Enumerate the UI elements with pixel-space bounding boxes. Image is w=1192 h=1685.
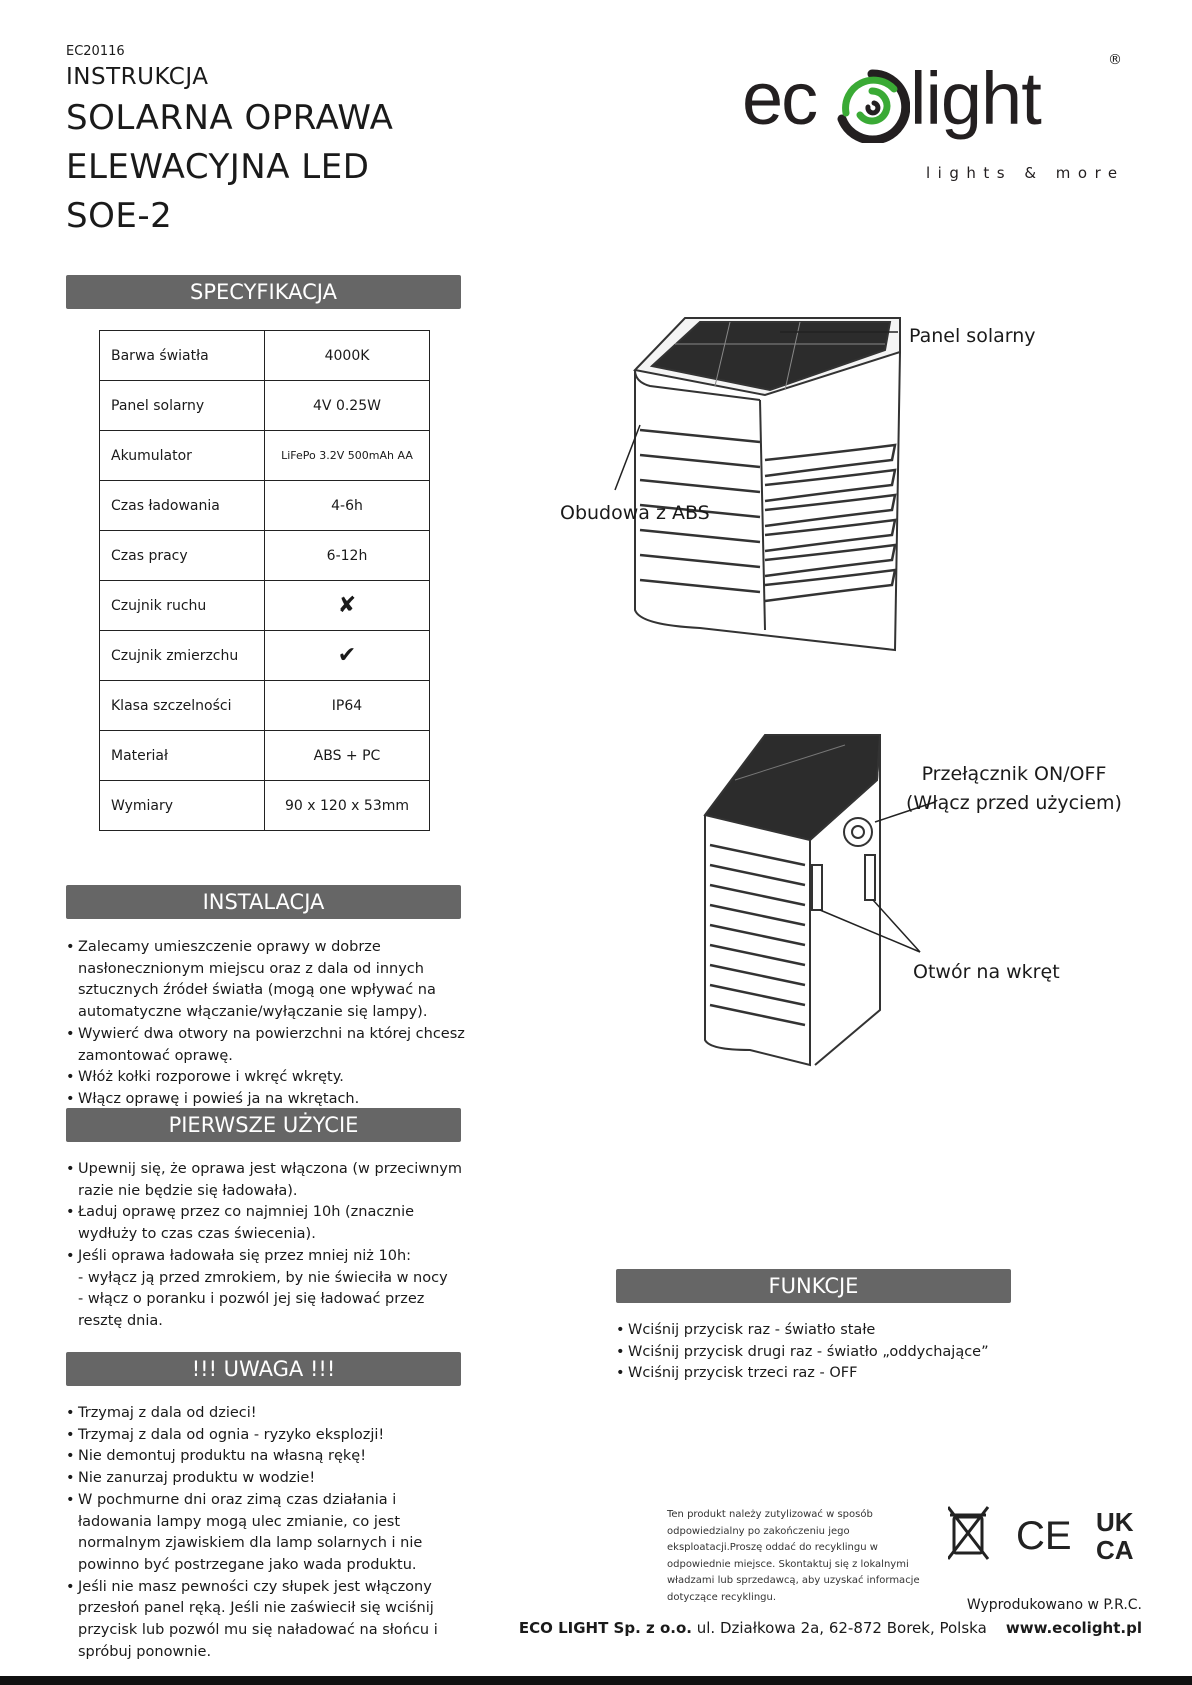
logo-text-light: light	[910, 57, 1041, 140]
callout-switch-line-1: Przełącznik ON/OFF	[921, 763, 1107, 785]
table-row	[100, 431, 430, 481]
list-item: • Wciśnij przycisk raz - światło stałe	[616, 1320, 1016, 1342]
company-address: ul. Działkowa 2a, 62-872 Borek, Polska	[696, 1619, 987, 1637]
company-footer	[519, 1619, 1142, 1637]
product-code: EC20116	[66, 44, 125, 59]
list-item: • Zalecamy umieszczenie oprawy w dobrze nasłonecznionym miejscu oraz z dala od innych sztucznych źródeł światła (mogą one wpływać na automatyczne włączanie/wyłączanie się lampy).	[66, 937, 466, 1024]
list-item: • W pochmurne dni oraz zimą czas działania i ładowania lampy mogą ulec zmianie, co jest normalnym zjawiskiem dla lamp solarnych i nie powinno być postrzegane jako wada produktu.	[66, 1490, 466, 1577]
spec-label: Akumulator	[100, 431, 265, 481]
spec-value: ABS + PC	[265, 731, 430, 781]
title-line-1: SOLARNA OPRAWA	[66, 98, 394, 138]
certification-marks	[948, 1505, 1148, 1565]
spec-value: 90 x 120 x 53mm	[265, 781, 430, 831]
list-item: • Nie demontuj produktu na własną rękę!	[66, 1446, 466, 1468]
spec-table	[99, 330, 430, 831]
spec-label: Klasa szczelności	[100, 681, 265, 731]
list-item: • Upewnij się, że oprawa jest włączona (w przeciwnym razie nie będzie się ładowała).	[66, 1159, 466, 1202]
logo-tagline: lights & more	[926, 164, 1125, 182]
list-item: • Jeśli nie masz pewności czy słupek jest włączony przesłoń panel ręką. Jeśli nie zaświecił się wciśnij przycisk lub pozwól mu się naładować na słońcu i spróbuj ponownie.	[66, 1577, 466, 1664]
first-use-list	[66, 1159, 466, 1333]
table-row	[100, 581, 430, 631]
spec-label: Materiał	[100, 731, 265, 781]
list-item: • Włącz oprawę i powieś ja na wkrętach.	[66, 1089, 466, 1111]
spec-value: IP64	[265, 681, 430, 731]
callout-screw-hole: Otwór na wkręt	[913, 961, 1060, 983]
spec-value: 4V 0.25W	[265, 381, 430, 431]
ukca-mark-top: UK	[1096, 1507, 1134, 1537]
spec-value: LiFePo 3.2V 500mAh AA	[265, 431, 430, 481]
list-item: • Trzymaj z dala od ognia - ryzyko eksplozji!	[66, 1425, 466, 1447]
spec-section-header: SPECYFIKACJA	[66, 275, 461, 309]
ecolight-logo	[742, 44, 1132, 194]
title-line-2: ELEWACYJNA LED	[66, 147, 370, 187]
spec-value: 4-6h	[265, 481, 430, 531]
document-type: INSTRUKCJA	[66, 64, 209, 90]
list-subitem: - wyłącz ją przed zmrokiem, by nie świeciła w nocy	[78, 1269, 448, 1286]
logo-swirl-icon	[834, 69, 910, 143]
install-list	[66, 937, 466, 1111]
weee-bin-icon	[948, 1507, 988, 1559]
callout-solar-panel: Panel solarny	[909, 325, 1036, 347]
spec-label: Czujnik zmierzchu	[100, 631, 265, 681]
callout-abs-housing: Obudowa z ABS	[560, 502, 710, 524]
functions-section-header: FUNKCJE	[616, 1269, 1011, 1303]
spec-value: 4000K	[265, 331, 430, 381]
table-row	[100, 681, 430, 731]
list-item: • Włóż kołki rozporowe i wkręć wkręty.	[66, 1067, 466, 1089]
spec-label: Barwa światła	[100, 331, 265, 381]
table-row	[100, 381, 430, 431]
bottom-rule	[0, 1676, 1192, 1685]
list-item: • Wciśnij przycisk trzeci raz - OFF	[616, 1363, 1016, 1385]
check-mark-icon: ✔	[265, 631, 430, 681]
list-item: • Trzymaj z dala od dzieci!	[66, 1403, 466, 1425]
spec-label: Czas pracy	[100, 531, 265, 581]
company-website: www.ecolight.pl	[1005, 1619, 1142, 1637]
spec-label: Czujnik ruchu	[100, 581, 265, 631]
list-item: • Wywierć dwa otwory na powierzchni na której chcesz zamontować oprawę.	[66, 1024, 466, 1067]
list-item: • Wciśnij przycisk drugi raz - światło „oddychające”	[616, 1342, 1016, 1364]
spec-label: Panel solarny	[100, 381, 265, 431]
install-section-header: INSTALACJA	[66, 885, 461, 919]
title-line-3: SOE-2	[66, 196, 173, 236]
list-item: • Ładuj oprawę przez co najmniej 10h (znacznie wydłuży to czas czas świecenia).	[66, 1202, 466, 1245]
made-in-text: Wyprodukowano w P.R.C.	[966, 1597, 1142, 1613]
table-row	[100, 331, 430, 381]
callout-switch	[906, 760, 1122, 818]
spec-label: Czas ładowania	[100, 481, 265, 531]
table-row	[100, 531, 430, 581]
list-item: • Jeśli oprawa ładowała się przez mniej niż 10h:	[66, 1246, 466, 1268]
logo-text-eco: ec	[742, 57, 817, 140]
cross-mark-icon: ✘	[265, 581, 430, 631]
table-row	[100, 631, 430, 681]
company-name: ECO LIGHT Sp. z o.o.	[518, 1619, 692, 1637]
spec-value: 6-12h	[265, 531, 430, 581]
lamp-front-illustration	[540, 310, 1060, 670]
spec-label: Wymiary	[100, 781, 265, 831]
callout-switch-line-2: (Włącz przed użyciem)	[906, 792, 1122, 814]
warning-list	[66, 1403, 466, 1663]
list-subitem: - włącz o poranku i pozwól jej się ładować przez resztę dnia.	[78, 1291, 425, 1329]
table-row	[100, 781, 430, 831]
functions-list	[616, 1320, 1016, 1385]
warning-section-header: !!! UWAGA !!!	[66, 1352, 461, 1386]
ce-mark-icon: CE	[1016, 1514, 1072, 1558]
disposal-notice: Ten produkt należy zutylizować w sposób odpowiedzialny po zakończeniu jego eksploatacji.Proszę oddać do recyklingu w odpowiednie miejsce. Skontaktuj się z lokalnymi władzami lub sprzedawcą, aby uzyskać informacje dotyczące recyklingu.	[667, 1509, 920, 1603]
list-item: • Nie zanurzaj produktu w wodzie!	[66, 1468, 466, 1490]
first-use-section-header: PIERWSZE UŻYCIE	[66, 1108, 461, 1142]
table-row	[100, 731, 430, 781]
table-row	[100, 481, 430, 531]
registered-mark: ®	[1108, 52, 1122, 68]
ukca-mark-bottom: CA	[1096, 1535, 1134, 1565]
